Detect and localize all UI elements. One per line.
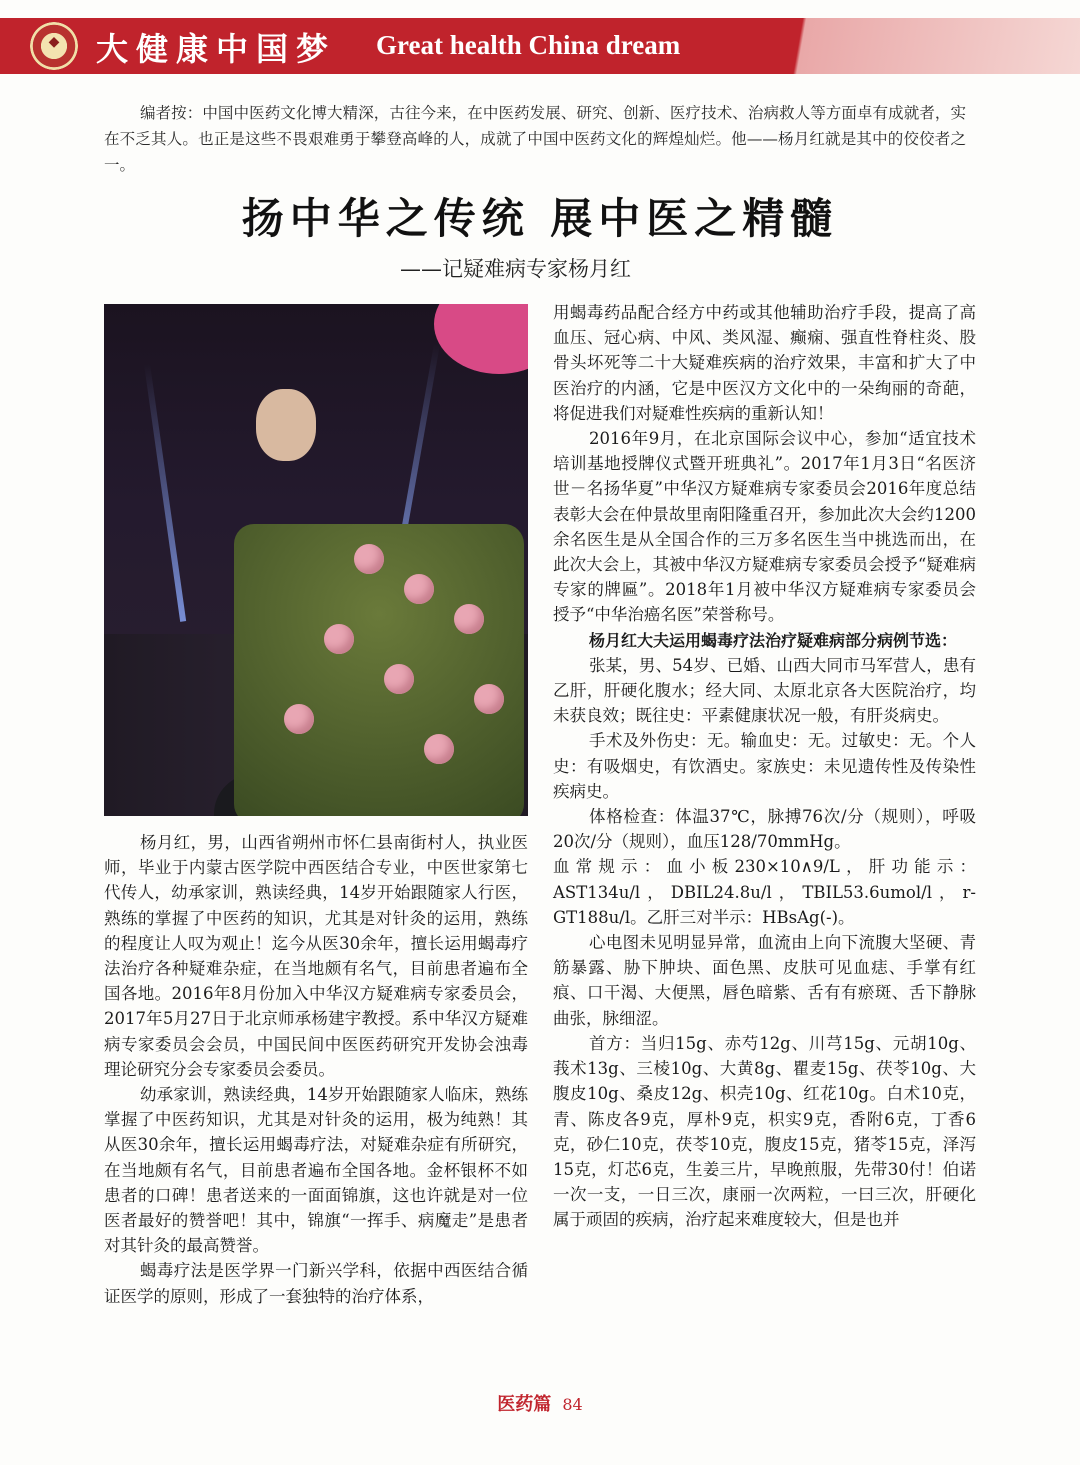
prescription-paragraph: 首方：当归15g、赤芍12g、川芎15g、元胡10g、莪术13g、三棱10g、大黄8g、瞿麦15g、茯苓10g、大腹皮10g、桑皮12g、枳壳10g、红花10g。白术10克，青、陈皮各9克，厚朴9克，枳实9克，香附6克，丁香6克，砂仁10克，茯苓10克，腹皮15克，猪苓15克，泽泻15克，灯芯6克，生姜三片，早晚煎服，先带30付！伯诺一次一支，一日三次，康丽一次两粒，一曰三次，肝硬化属于顽固的疾病，治疗起来难度较大，但是也并 — [553, 1033, 976, 1230]
case-paragraph: 手术及外伤史：无。输血史：无。过敏史：无。个人史：有吸烟史，有饮酒史。家族史：未见遗传性及传染性疾病史。 — [553, 731, 976, 801]
flower — [404, 574, 434, 604]
header-title-cn: 大健康中国梦 — [96, 30, 337, 68]
bio-paragraph: 蝎毒疗法是医学界一门新兴学科，依据中西医结合循证医学的原则，形成了一套独特的治疗体系， — [104, 1261, 528, 1306]
article-title: 扬中华之传统 展中医之精髓 — [241, 194, 839, 243]
flower — [354, 544, 384, 574]
case-paragraph: 心电图未见明显异常，血流由上向下流腹大坚硬、青筋暴露、胁下肿块、面色黑、皮肤可见血痣、手掌有红痕、口干渴、大便黑，唇色暗紫、舌有有瘀斑、舌下静脉曲张，脉细涩。 — [553, 933, 976, 1028]
spotlight-beam — [144, 364, 186, 622]
flower — [424, 734, 454, 764]
emblem-icon: ◆ — [30, 22, 78, 70]
header-title-en: Great health China dream — [376, 30, 681, 60]
flower — [324, 624, 354, 654]
portrait-photo — [104, 304, 528, 816]
flower — [284, 704, 314, 734]
page-number: 84 — [562, 1395, 583, 1414]
article-subtitle: ——记疑难病专家杨月红 — [400, 257, 631, 281]
page-footer — [0, 1390, 1080, 1416]
speaker-head — [256, 389, 316, 461]
case-paragraph: 体格检查：体温37℃，脉搏76次/分（规则），呼吸20次/分（规则），血压128/70mmHg。 — [553, 807, 976, 852]
editor-note: 编者按：中国中医药文化博大精深，古往今来，在中医药发展、研究、创新、医疗技术、治病救人等方面卓有成就者，实在不乏其人。也正是这些不畏艰难勇于攀登高峰的人，成就了中国中医药文化的辉煌灿烂。他——杨月红就是其中的佼佼者之一。 — [104, 104, 966, 174]
flower — [454, 604, 484, 634]
left-column — [104, 830, 528, 1309]
section-label: 医药篇 — [497, 1394, 552, 1415]
body-paragraph: 用蝎毒药品配合经方中药或其他辅助治疗手段，提高了高血压、冠心病、中风、类风湿、癫痫、强直性脊柱炎、股骨头坏死等二十大疑难疾病的治疗效果，丰富和扩大了中医治疗的内涵，它是中医汉方文化中的一朵绚丽的奇葩，将促进我们对疑难性疾病的重新认知！ — [553, 303, 976, 423]
bio-paragraph: 幼承家训，熟读经典，14岁开始跟随家人临床，熟练掌握了中医药知识，尤其是对针灸的运用，极为纯熟！其从医30余年，擅长运用蝎毒疗法，对疑难杂症有所研究，在当地颇有名气，目前患者遍布全国各地。金杯银杯不如患者的口碑！患者送来的一面面锦旗，这也许就是对一位医者最好的赞誉吧！其中，锦旗“一挥手、病魔走”是患者对其针灸的最高赞誉。 — [104, 1085, 528, 1256]
magazine-header — [0, 0, 1080, 92]
flower — [384, 664, 414, 694]
case-heading: 杨月红大夫运用蝎毒疗法治疗疑难病部分病例节选： — [589, 630, 958, 650]
header-band-accent — [740, 18, 1080, 74]
right-column — [553, 300, 976, 1233]
flower — [474, 684, 504, 714]
case-paragraph: 张某，男、54岁、已婚、山西大同市马军营人，患有乙肝，肝硬化腹水；经大同、太原北京各大医院治疗，均未获良效；既往史：平素健康状况一般，有肝炎病史。 — [553, 655, 976, 726]
bio-paragraph: 杨月红，男，山西省朔州市怀仁县南街村人，执业医师，毕业于内蒙古医学院中西医结合专业，中医世家第七代传人，幼承家训，熟读经典，14岁开始跟随家人行医，熟练的掌握了中医药的知识，尤其是对针灸的运用，熟练的程度让人叹为观止！迄今从医30余年，擅长运用蝎毒疗法治疗各种疑难杂症，在当地颇有名气，目前患者遍布全国各地。2016年8月份加入中华汉方疑难病专家委员会，2017年5月27日于北京师承杨建宇教授。系中华汉方疑难病专家委员会会员，中国民间中医医药研究开发协会浊毒理论研究分会专家委员会委员。 — [104, 833, 528, 1079]
case-paragraph: 血常规示：血小板230×10∧9/L，肝功能示：AST134u/l，DBIL24.8u/l，TBIL53.6umol/l，r-GT188u/l。乙肝三对半示：HBsAg(-)。 — [553, 857, 976, 927]
stage-banner — [434, 304, 528, 374]
body-paragraph: 2016年9月，在北京国际会议中心，参加“适宜技术培训基地授牌仪式暨开班典礼”。2017年1月3日“名医济世－名扬华夏”中华汉方疑难病专家委员会2016年度总结表彰大会在仲景故里南阳隆重召开，参加此次大会约1200余名医生是从全国合作的三万多名医生当中挑选而出，在此次大会上，其被中华汉方疑难病专家委员会授予“疑难病专家的牌匾”。2018年1月被中华汉方疑难病专家委员会授予“中华治癌名医”荣誉称号。 — [553, 429, 976, 625]
